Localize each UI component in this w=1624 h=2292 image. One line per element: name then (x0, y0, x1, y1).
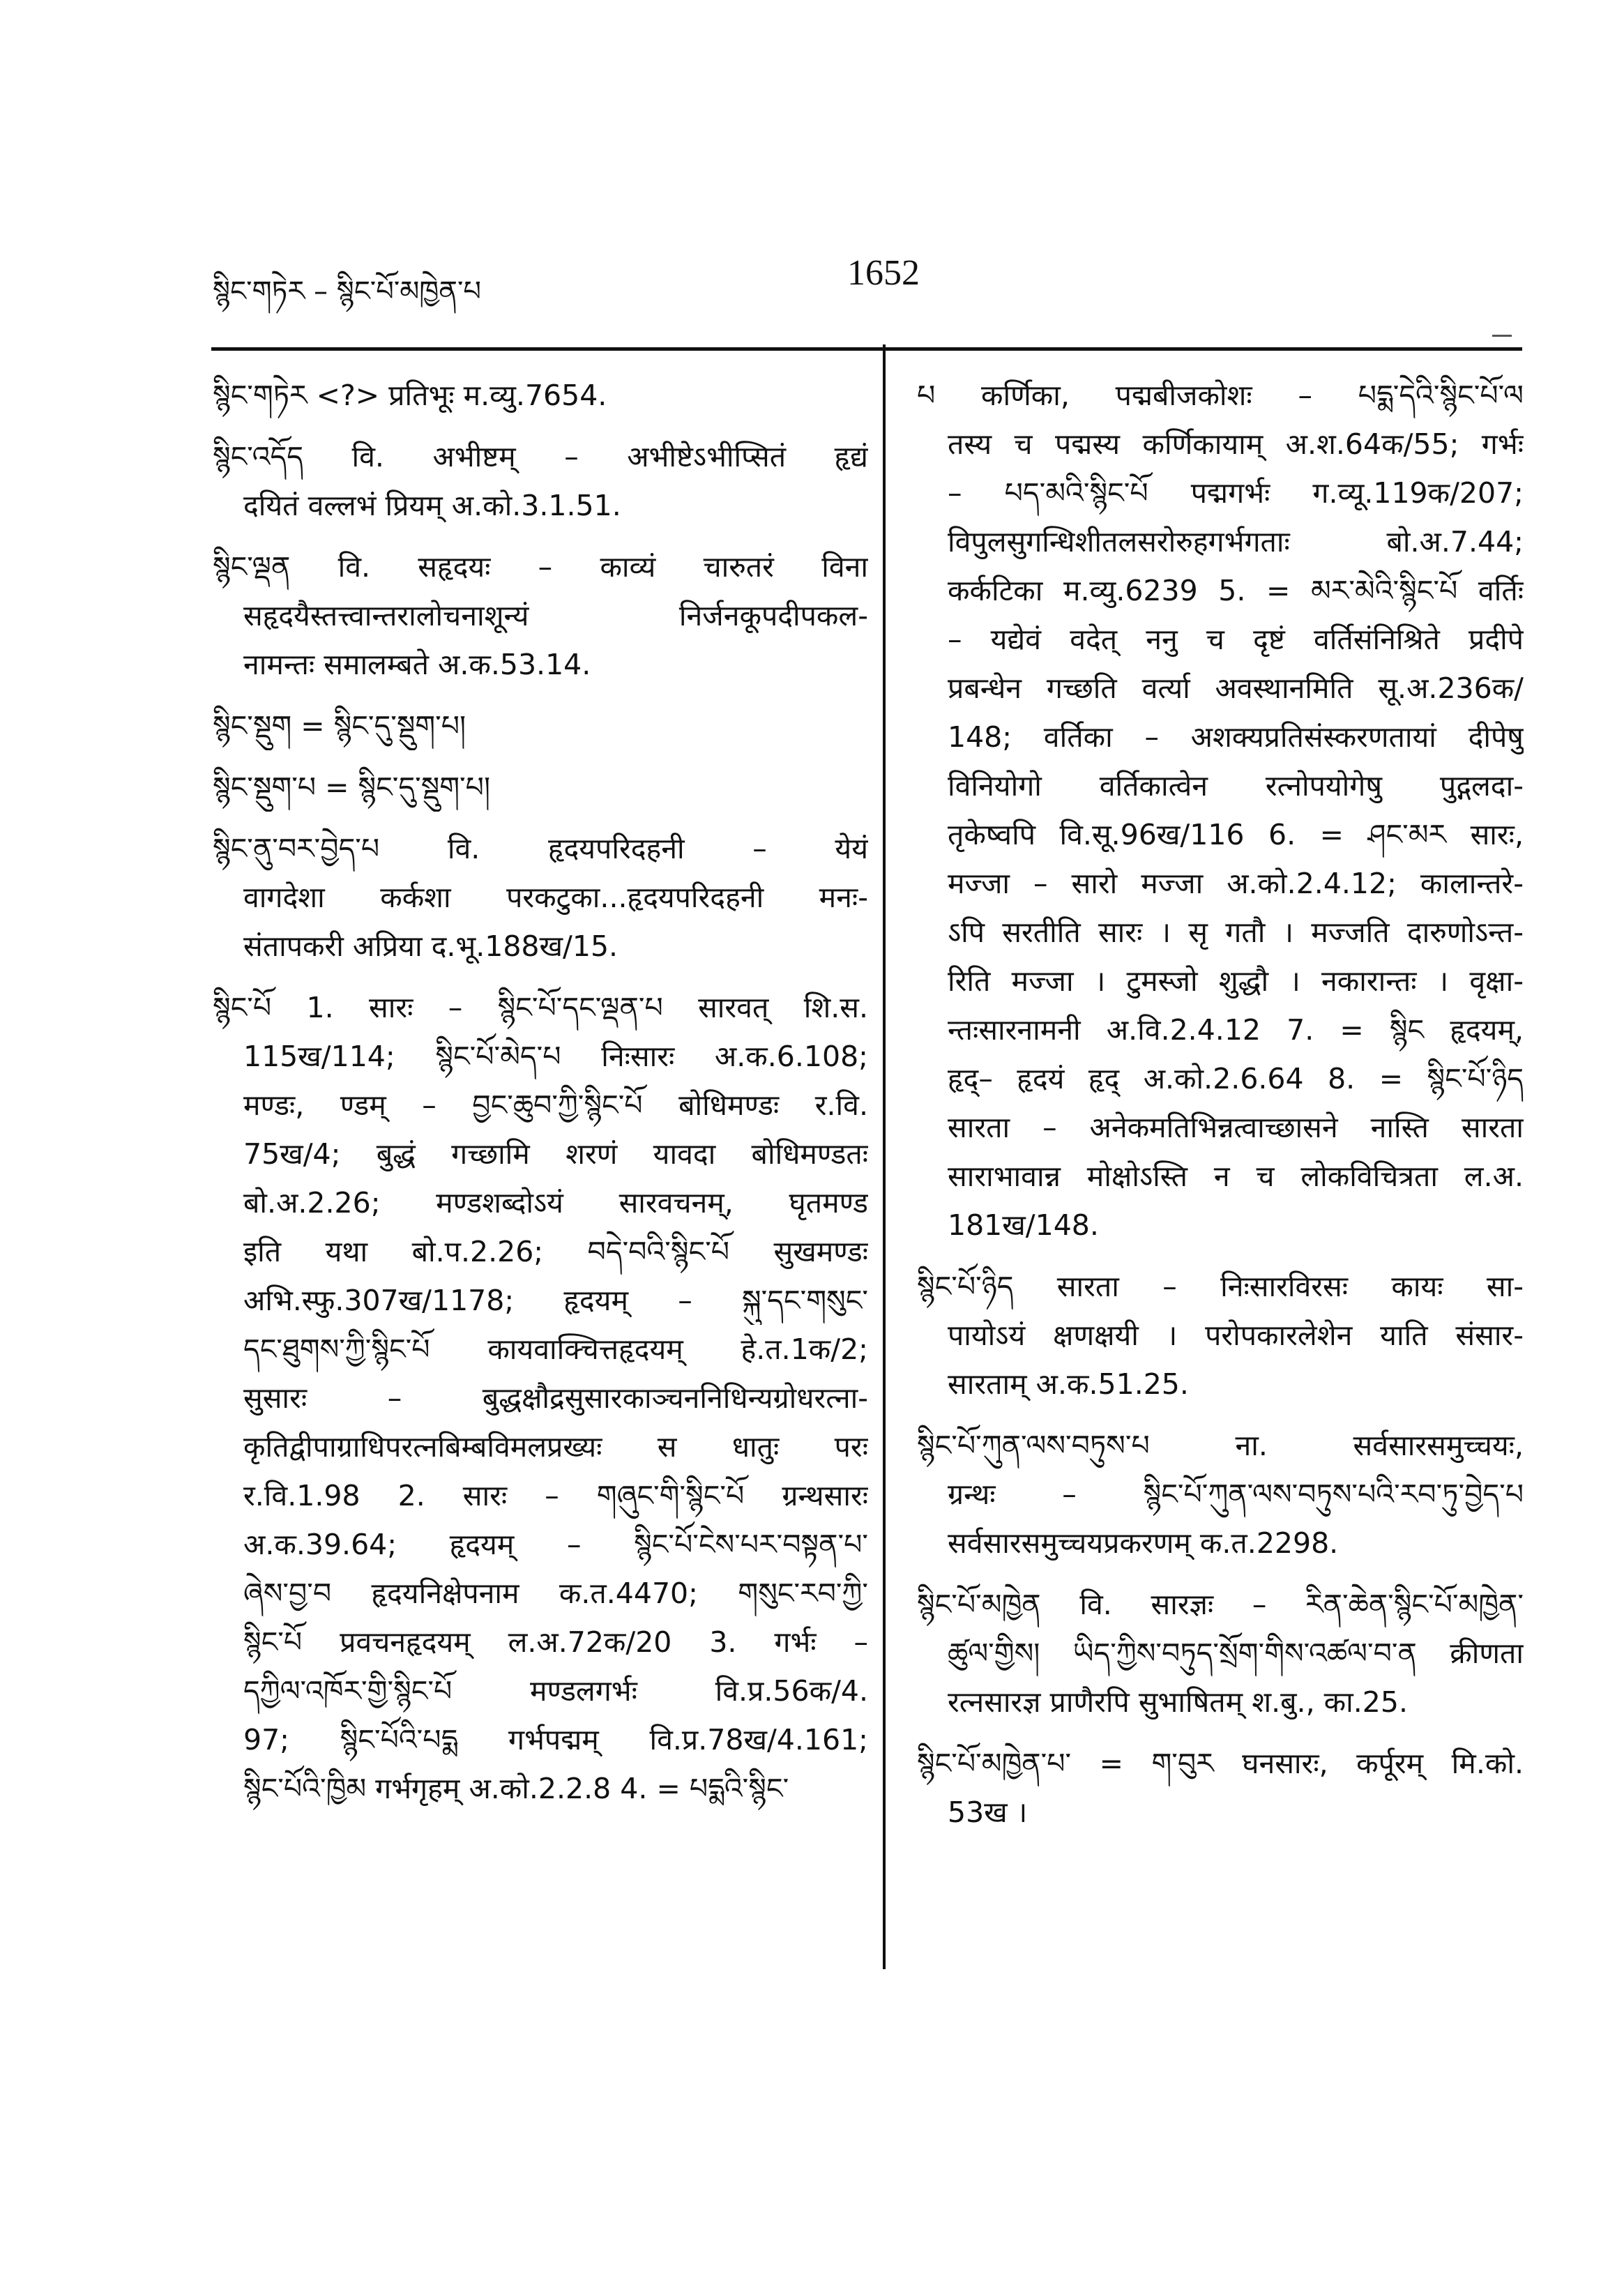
entry-line: र.वि.1.98 2. सारः – གཞུང་གི་སྙིང་པོ ग्रन्थसारः (243, 1479, 868, 1512)
dictionary-entry (213, 701, 868, 750)
entry-line: 53ख । (948, 1796, 1028, 1829)
entry-line: सहृदयैस्तत्त्वान्तरालोचनाशून्यं निर्जनकूपदीपकल- (243, 599, 868, 632)
entry-line: སྙིང་པོའི་ཁྱིམ गर्भगृहम् अ.को.2.2.8 4. = པདྨའི་སྙིང་ (243, 1772, 789, 1805)
dictionary-entry (917, 1739, 1524, 1837)
entry-line: रिति मज्जा । टुमस्जो शुद्धौ । नकारान्तः । वृक्षा- (948, 964, 1524, 998)
entry-line: 75ख/4; बुद्धं गच्छामि शरणं यावदा बोधिमण्डतः (243, 1137, 868, 1171)
entry-line: 148; वर्तिका – अशक्यप्रतिसंस्करणतायां दीपेषु (948, 720, 1524, 754)
entry-line: पायोऽयं क्षणक्षयी । परोपकारलेशेन याति संसार- (948, 1319, 1524, 1352)
entry-line: – यद्येवं वदेत् ननु च दृष्टं वर्तिसंनिश्रिते प्रदीपे (948, 623, 1524, 656)
entry-line: वागदेशा कर्कशा परकटुका...हृदयपरिदहनी मनः- (243, 881, 868, 914)
entry-line: तृकेष्वपि वि.सू.96ख/116 6. = ཤང་མར सारः, (948, 818, 1524, 851)
running-header: སྙིང་གཏེར – སྙིང་པོ་མཁྱེན་པ (213, 275, 482, 308)
entry-line: དཀྱིལ་འཁོར་གྱི་སྙིང་པོ मण्डलगर्भः वि.प्र.56क/4. (243, 1674, 868, 1708)
entry-line: न्तःसारनामनी अ.वि.2.4.12 7. = སྙིང हृदयम्, (948, 1013, 1524, 1047)
entry-headword-line: སྙིང་གཏེར <?> प्रतिभूः म.व्यु.7654. (213, 379, 607, 412)
entry-headword-line: སྙིང་པོ 1. सारः – སྙིང་པོ་དང་ལྡན་པ सारवत् शि.स. (213, 991, 868, 1024)
header-rule (211, 347, 1522, 351)
entry-line: साराभावान्न मोक्षोऽस्ति न च लोकविचित्रता ल.अ. (948, 1160, 1524, 1193)
dictionary-entry (213, 432, 868, 530)
entry-line: मण्डः, ण्डम् – བྱང་ཆུབ་ཀྱི་སྙིང་པོ बोधिमण्डः र.वि. (243, 1088, 868, 1122)
dictionary-entry (917, 1421, 1524, 1568)
entry-headword-line: སྙིང་ནུ་བར་བྱེད་པ वि. हृदयपरिदहनी – येयं (213, 832, 868, 865)
entry-line: सारता – अनेकमतिभिन्नत्वाच्छासने नास्ति सारता (948, 1111, 1524, 1144)
entry-line: 115ख/114; སྙིང་པོ་མེད་པ निःसारः अ.क.6.108; (243, 1040, 868, 1073)
entry-line: ཞེས་བྱ་བ हृदयनिक्षेपनाम क.त.4470; གསུང་རབ་ཀྱི་ (243, 1577, 868, 1610)
left-column (213, 371, 868, 1826)
dictionary-entry (213, 763, 868, 812)
entry-headword-line: སྙིང་སྡུག་པ = སྙིང་དུ་སྡུག་པ། (213, 771, 491, 804)
dictionary-entry (917, 371, 1524, 1250)
margin-mark (1492, 335, 1512, 337)
entry-line: सुसारः – बुद्धक्षौद्रसुसारकाञ्चननिधिन्यग्रोधरत्ना- (243, 1381, 868, 1415)
entry-headword-line: སྙིང་སྡུག = སྙིང་དུ་སྡུག་པ། (213, 709, 466, 743)
right-column (917, 371, 1524, 1849)
entry-headword-line: སྙིང་པོ་ཀུན་ལས་བཏུས་པ ना. सर्वसारसमुच्चयः, (917, 1429, 1524, 1462)
dictionary-entry (213, 983, 868, 1813)
entry-line: बो.अ.2.26; मण्डशब्दोऽयं सारवचनम्, घृतमण्ड (243, 1186, 868, 1220)
entry-line: ग्रन्थः – སྙིང་པོ་ཀུན་ལས་བཏུས་པའི་རབ་ཏུ་བྱེད་པ (948, 1478, 1524, 1511)
entry-line: सर्वसारसमुच्चयप्रकरणम् क.त.2298. (948, 1526, 1339, 1560)
entry-line: मज्जा – सारो मज्जा अ.को.2.4.12; कालान्तरे- (948, 867, 1524, 900)
entry-line: सारताम् अ.क.51.25. (948, 1367, 1189, 1401)
entry-line: कृतिद्वीपाग्राधिपरत्नबिम्बविमलप्रख्यः स धातुः परः (243, 1430, 868, 1464)
entry-line: नामन्तः समालम्बते अ.क.53.14. (243, 648, 591, 681)
entry-line: रत्नसारज्ञ प्राणैरपि सुभाषितम् श.बु., का.25. (948, 1685, 1408, 1719)
dictionary-entry (213, 371, 868, 420)
entry-line: अ.क.39.64; हृदयम् – སྙིང་པོ་ངེས་པར་བསྟན་པ་ (243, 1528, 868, 1561)
entry-line: इति यथा बो.प.2.26; བདེ་བའི་སྙིང་པོ सुखमण्डः (243, 1235, 868, 1268)
entry-headword-line: སྙིང་འདོད वि. अभीष्टम् – अभीष्टेऽभीप्सितं हृद्यं (213, 440, 868, 473)
dictionary-entry (213, 542, 868, 689)
column-divider (883, 344, 886, 1969)
entry-line: ཚུལ་གྱིས། ཡིད་ཀྱིས་བཏུད་སྲོག་གིས་འཚལ་བ་ན क्रीणता (948, 1637, 1524, 1670)
entry-line: 97; སྙིང་པོའི་པདྨ गर्भपद्मम् वि.प्र.78ख/4.161; (243, 1723, 868, 1756)
entry-line: अभि.स्फु.307ख/1178; हृदयम् – སྐུ་དང་གསུང་ (243, 1284, 868, 1317)
entry-line: संतापकरी अप्रिया द.भू.188ख/15. (243, 929, 619, 963)
page-number: 1652 (847, 253, 920, 293)
dictionary-entry (917, 1262, 1524, 1409)
entry-line: विपुलसुगन्धिशीतलसरोरुहगर्भगताः बो.अ.7.44; (948, 525, 1524, 559)
entry-line: དང་ཐུགས་ཀྱི་སྙིང་པོ कायवाक्चित्तहृदयम् हे.त.1क/2; (243, 1333, 868, 1366)
entry-headword-line: སྙིང་ལྡན वि. सहृदयः – काव्यं चारुतरं विना (213, 550, 868, 584)
entry-line: – པད་མའི་སྙིང་པོ पद्मगर्भः ग.व्यू.119क/207; (948, 476, 1524, 510)
entry-headword-line: པ कर्णिका, पद्मबीजकोशः – པདྨ་དེའི་སྙིང་པོ་ལ (917, 379, 1524, 412)
entry-headword-line: སྙིང་པོ་ཉིད सारता – निःसारविरसः कायः सा- (917, 1270, 1524, 1303)
entry-headword-line: སྙིང་པོ་མཁྱེན वि. सारज्ञः – རིན་ཆེན་སྙིང་པོ་མཁྱེན་ (917, 1588, 1524, 1621)
entry-line: कर्कटिका म.व्यु.6239 5. = མར་མེའི་སྙིང་པོ वर्तिः (948, 574, 1524, 607)
entry-line: प्रबन्धेन गच्छति वर्त्या अवस्थानमिति सू.अ.236क/ (948, 671, 1524, 705)
entry-line: ऽपि सरतीति सारः । सृ गतौ । मज्जति दारुणोऽन्त- (948, 916, 1524, 949)
entry-headword-line: སྙིང་པོ་མཁྱེན་པ་ = ག་བུར घनसारः, कर्पूरम् मि.को. (917, 1747, 1524, 1780)
dictionary-entry (213, 824, 868, 971)
entry-line: 181ख/148. (948, 1208, 1099, 1242)
entry-line: तस्य च पद्मस्य कर्णिकायाम् अ.श.64क/55; गर्भः (948, 427, 1524, 461)
dictionary-entry (917, 1580, 1524, 1726)
entry-line: विनियोगो वर्तिकात्वेन रत्नोपयोगेषु पुद्गलदा- (948, 769, 1524, 803)
entry-line: हृद्– हृदयं हृद् अ.को.2.6.64 8. = སྙིང་པོ་ཉིད (948, 1062, 1524, 1095)
entry-line: दयितं वल्लभं प्रियम् अ.को.3.1.51. (243, 489, 621, 522)
entry-line: སྙིང་པོ प्रवचनहृदयम् ल.अ.72क/20 3. गर्भः – (243, 1625, 868, 1659)
